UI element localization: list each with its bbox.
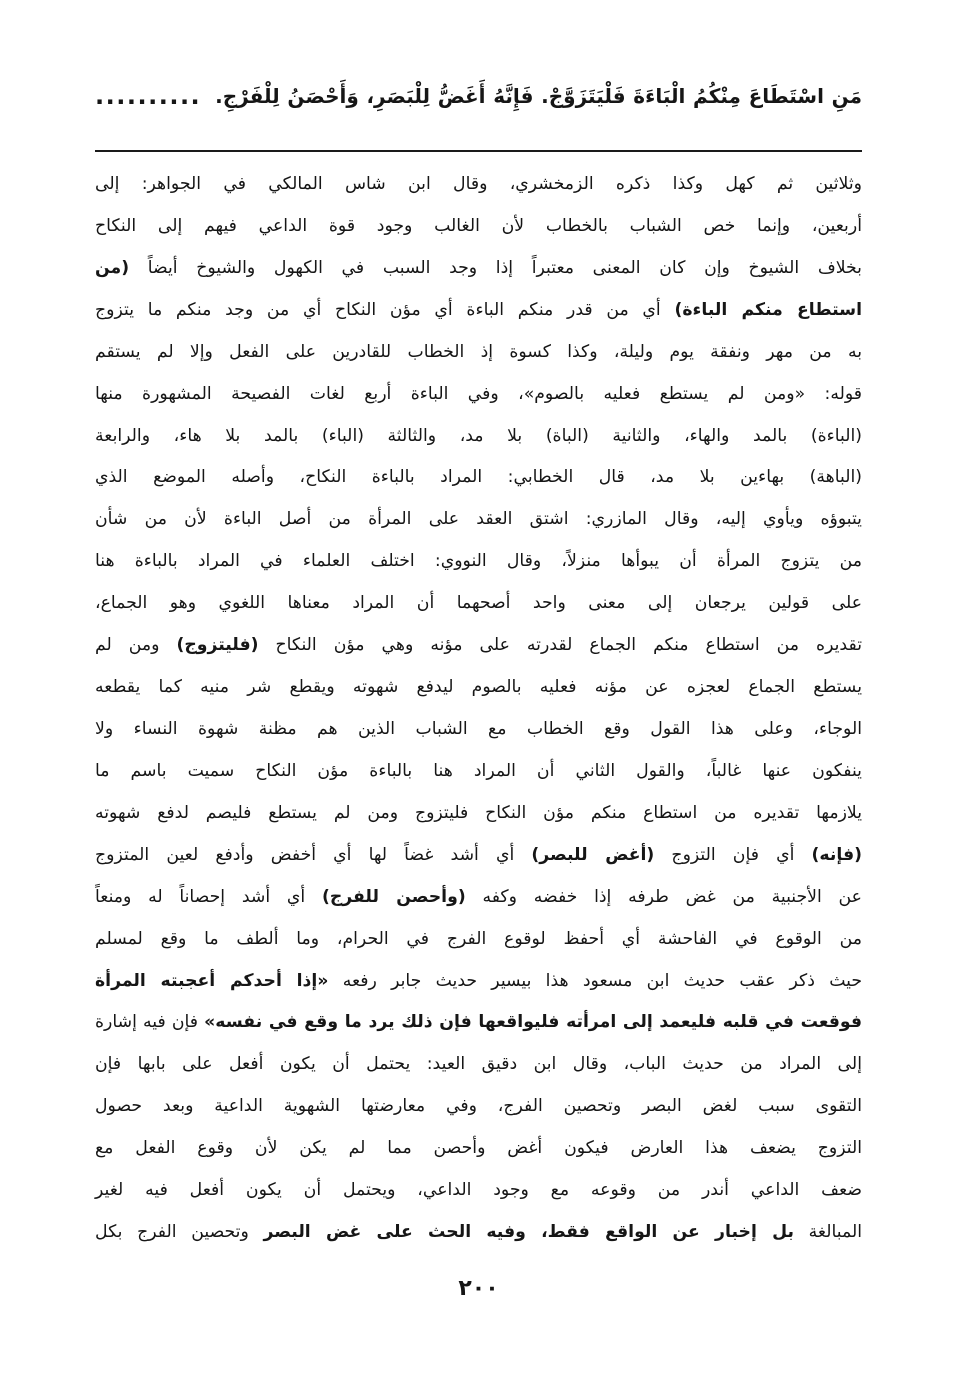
text-segment: الوجاء، وعلى هذا القول وقع الخطاب مع الشباب الذين هم مظنة شهوة النساء ولا: [95, 718, 862, 739]
text-segment: به من مهر ونفقة يوم وليلة، وكذا كسوة إذ الخطاب للقادرين على الفعل وإلا لم يستقم: [95, 341, 862, 362]
text-segment: من الوقوع في الفاحشة أي أحفظ لوقوع الفرج في الحرام، وما ألطف ما وقع لمسلم: [95, 928, 862, 949]
body-line: [95, 290, 862, 332]
text-segment: فإن فيه إشارة: [95, 1012, 205, 1033]
text-segment: أي فإن التزوج: [654, 844, 812, 865]
body-line: [95, 332, 862, 374]
header-hadith-text: مَنِ اسْتَطَاعَ مِنْكُمُ الْبَاءَةَ فَلْيَتَزَوَّجْ. فَإِنَّهُ أَغَضُّ لِلْبَصَرِ، وَأَحْصَنُ لِلْفَرْجِ.: [215, 84, 862, 108]
body-line: [95, 961, 862, 1003]
body-line: [95, 667, 862, 709]
text-segment: بخلاف الشيوخ وإن كان المعنى معتبراً إذا وجد السبب في الكهول والشيوخ أيضاً: [129, 257, 862, 278]
text-segment: قوله: «ومن لم يستطع فعليه بالصوم»، وفي الباءة أربع لغات الفصيحة المشهورة منها: [95, 383, 862, 404]
body-line: [95, 751, 862, 793]
body-line: [95, 164, 862, 206]
bold-text-segment: (أغض للبصر): [531, 844, 655, 865]
body-line: [95, 1170, 862, 1212]
body-line: [95, 541, 862, 583]
body-line: [95, 709, 862, 751]
text-segment: (الباءة) بالمد والهاء، والثانية (الباة) بلا مد، والثالثة (الباء) بالمد بلا هاء، والرابعة: [95, 425, 862, 446]
text-segment: يلازمها تقديره من استطاع منكم مؤن النكاح فليتزوج ومن لم يستطع فليصم لدفع شهوته: [95, 802, 862, 823]
bold-text-segment: (وأحصن للفرج): [321, 886, 466, 907]
text-segment: يتبوؤه ويأوي إليه، وقال المازري: اشتق العقد على المرأة من أصل الباءة لأن من شأن: [95, 509, 862, 530]
running-header: [95, 72, 862, 120]
body-line: [95, 457, 862, 499]
text-segment: وتحصين الفرج بكل: [95, 1222, 264, 1243]
text-segment: ومن لم: [95, 635, 177, 656]
body-line: [95, 625, 862, 667]
bold-text-segment: فوقعت في قلبه فليعمد إلى امرأته فليواقعها فإن ذلك يرد ما وقع في نفسه»: [204, 1012, 862, 1033]
text-segment: إلى المراد من حديث الباب، وقال ابن دقيق العيد: يحتمل أن يكون أفعل على بابها فإن: [95, 1054, 862, 1075]
body-line: [95, 1212, 862, 1254]
body-line: [95, 919, 862, 961]
header-leader-dots: ..........: [95, 82, 202, 110]
commentary-text: [95, 164, 862, 1254]
text-segment: المبالغة: [793, 1222, 862, 1243]
text-segment: أي أشد غضاً لها أي أخفض وأدفع لعين المتزوج: [95, 844, 532, 865]
text-segment: من يتزوج المرأة أن يبوأها منزلاً، وقال النووي: اختلف العلماء في المراد بالباءة هنا: [95, 551, 862, 572]
body-line: [95, 1002, 862, 1044]
body-line: [95, 374, 862, 416]
text-segment: يستطع الجماع لعجزه عن مؤنه فعليه بالصوم ليدفع شهوته ويقطع شر منيه كما يقطعه: [95, 677, 862, 698]
page-number: ٢٠٠: [458, 1276, 499, 1301]
bold-text-segment: (من: [95, 257, 130, 278]
bold-text-segment: استطاع منكم الباءة): [674, 299, 862, 320]
text-segment: أي أشد إحصاناً له ومنعاً: [95, 886, 322, 907]
body-line: [95, 206, 862, 248]
text-segment: التقوى سبب لغض البصر وتحصين الفرج، وفي معارضتها الشهوية الداعية وبعد حصول: [95, 1096, 862, 1117]
body-line: [95, 1044, 862, 1086]
body-line: [95, 1086, 862, 1128]
body-line: [95, 793, 862, 835]
bold-text-segment: «إذا أحدكم أعجبته المرأة: [95, 970, 329, 991]
body-line: [95, 583, 862, 625]
body-line: [95, 248, 862, 290]
text-segment: وثلاثين ثم كهل وكذا ذكره الزمخشري، وقال ابن شاس المالكي في الجواهر: إلى: [95, 174, 862, 194]
bold-text-segment: (فليتزوج): [176, 635, 259, 656]
body-line: [95, 835, 862, 877]
body-line: [95, 877, 862, 919]
text-segment: حيث ذكر عقب حديث ابن مسعود هذا بيسير حديث جابر رفعه: [328, 970, 862, 991]
body-line: [95, 1128, 862, 1170]
bold-text-segment: (فإنه): [811, 844, 862, 865]
text-segment: تقديره من استطاع منكم الجماع لقدرته على مؤنه وهي مؤن النكاح: [258, 635, 862, 656]
text-segment: أي من قدر منكم الباءة أي مؤن النكاح أي من وجد منكم ما يتزوج: [95, 299, 675, 320]
bold-text-segment: بل إخبار عن الواقع فقط، وفيه الحث على غض البصر: [263, 1222, 794, 1243]
body-line: [95, 499, 862, 541]
header-divider: [95, 150, 862, 152]
text-segment: على قولين يرجعان إلى معنى واحد أصحهما أن المراد معناها اللغوي وهو الجماع،: [95, 593, 862, 614]
text-segment: ينفكون عنها غالباً، والقول الثاني أن المراد هنا بالباءة مؤن النكاح سميت باسم ما: [95, 760, 862, 781]
text-segment: ضعف الداعي أندر من وقوعه مع وجود الداعي، ويحتمل أن يكون أفعل فيه لغير: [95, 1180, 862, 1201]
body-line: [95, 416, 862, 458]
text-segment: أربعين، وإنما خص الشباب بالخطاب لأن الغالب وجود قوة الداعي فيهم إلى النكاح: [95, 215, 862, 236]
text-segment: التزوج يضعف هذا العارض فيكون أغض وأحصن مما لم يكن لأن وقوع الفعل مع: [95, 1138, 862, 1159]
text-segment: عن الأجنبية من غض طرفه إذا خفضه وكفه: [465, 886, 862, 907]
text-segment: (الباهة) بهاءين بلا مد، قال الخطابي: المراد بالباءة النكاح، وأصله الموضع الذي: [95, 467, 862, 488]
